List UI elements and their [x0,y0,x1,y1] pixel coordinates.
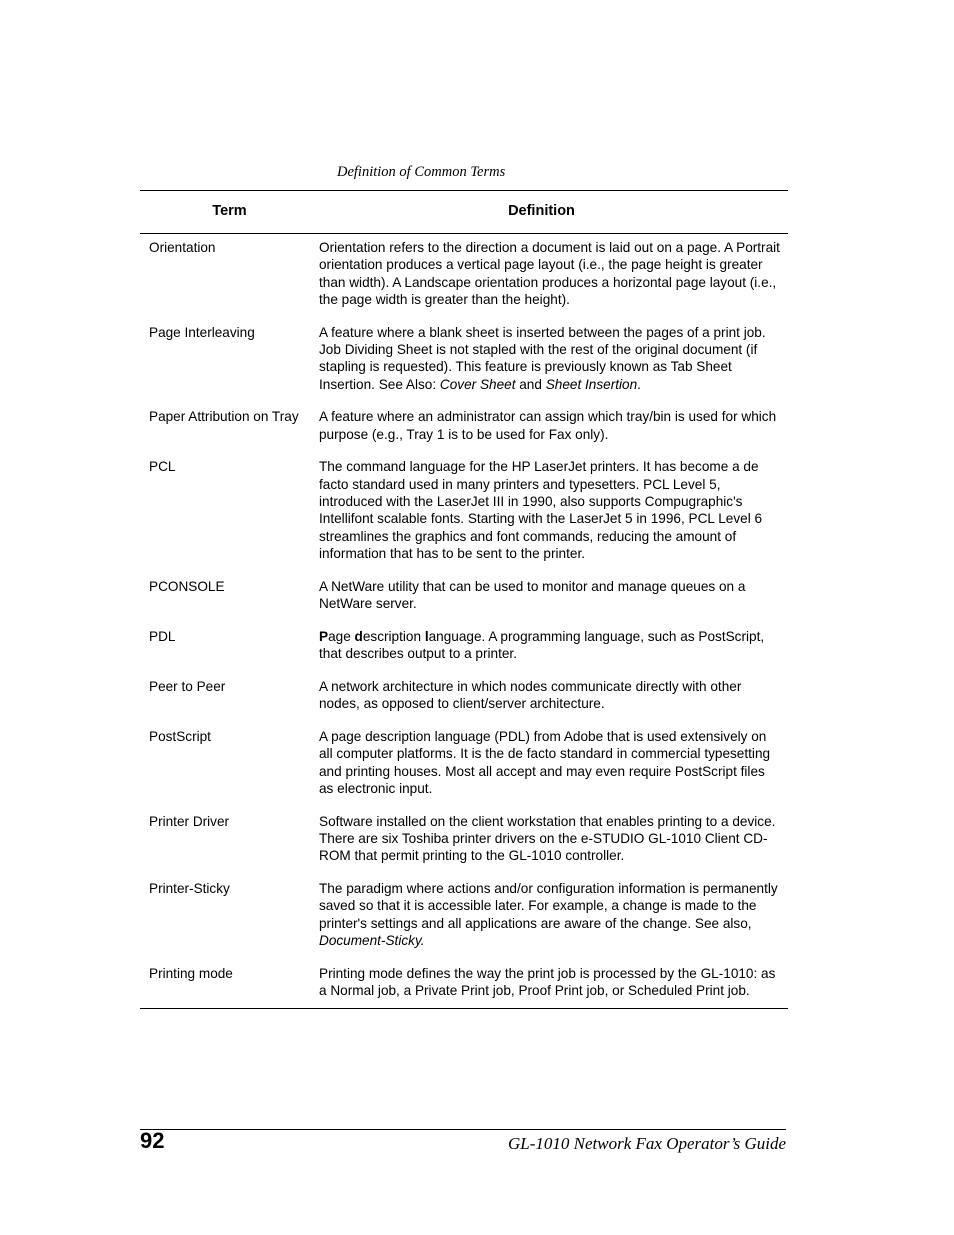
definition-text: A NetWare utility that can be used to monitor and manage queues on a NetWare server. [319,578,746,612]
definition-text: Cover Sheet [439,376,516,392]
table-header [140,191,788,234]
definition-cell [319,324,788,393]
definition-text: . [637,376,641,392]
term-cell: Peer to Peer [149,678,226,694]
table-row [140,628,788,663]
term-cell: Paper Attribution on Tray [149,409,299,425]
definition-text: l [424,628,429,644]
term-cell: PCL [149,459,176,475]
definition-cell [319,408,788,443]
definition-text: A feature where a blank sheet is inserted between the pages of a print job. Job Dividing Sheet is not stapled with the rest of the original document (if stapling is requested). This feature is previously known as Tab Sheet Insertion. See Also: [319,324,766,392]
definition-text: P [319,628,329,644]
definition-text: Printing mode defines the way the print job is processed by the GL-1010: as a Normal job, a Private Print job, Proof Print job, or Scheduled Print job. [319,965,776,999]
table-row [140,728,788,797]
table-caption: Definition of Common Terms [337,164,506,180]
term-cell: Orientation [149,240,216,255]
table-body [140,234,788,1008]
definition-text: The paradigm where actions and/or configuration information is permanently saved so that it is accessible later. For example, a change is made to the printer's settings and all applications are aware of the change. See also, [319,881,778,931]
definition-text: Software installed on the client workstation that enables printing to a device. There are six Toshiba printer drivers on the e-STUDIO GL-1010 Client CD-ROM that permit printing to the GL-1010 controller. [319,813,776,864]
definition-text: A feature where an administrator can assign which tray/bin is used for which purpose (e.g., Tray 1 is to be used for Fax only). [319,409,777,442]
header-term: Term [212,203,247,220]
guide-title: GL-1010 Network Fax Operator’s Guide [508,1134,786,1153]
table-row [140,965,788,1000]
table-row [140,239,788,308]
page-number: 92 [140,1128,165,1153]
table-row [140,324,788,393]
table-row [140,578,788,613]
definition-text: The command language for the HP LaserJet printers. It has become a de facto standard used in many printers and typesetters. PCL Level 5, introduced with the LaserJet III in 1990, also supports Compugraphic's Intellifont scalable fonts. Starting with the LaserJet 5 in 1996, PCL Level 6 streamlines the graphics and font commands, reducing the amount of information that has to be sent to the printer. [319,459,763,561]
definition-text: d [354,628,363,644]
table-row [140,880,788,949]
definition-cell [319,458,788,562]
table-row [140,408,788,443]
term-cell: Printer Driver [149,813,230,829]
definition-cell [319,728,788,797]
definition-cell [319,239,788,308]
definition-text: A page description language (PDL) from Adobe that is used extensively on all computer platforms. It is the de facto standard in commercial typesetting and printing houses. Most all accept and may even require PostScript files as electronic input. [319,729,771,796]
definition-text: Sheet Insertion [545,376,638,392]
definition-cell [319,880,788,949]
term-cell: Printer-Sticky [149,881,230,897]
definition-text: age [328,628,355,644]
table-row [140,813,788,865]
definition-text: escription [362,628,425,644]
definition-text: Document-Sticky. [319,933,425,948]
table-row [140,678,788,713]
term-cell: Page Interleaving [149,324,255,340]
terms-table [140,190,788,1009]
term-cell: PDL [149,628,176,644]
definition-cell [319,965,788,1000]
definition-text: A network architecture in which nodes communicate directly with other nodes, as opposed to client/server architecture. [319,678,742,712]
definition-text: Orientation refers to the direction a document is laid out on a page. A Portrait orientation produces a vertical page layout (i.e., the page height is greater than width). A Landscape orientation produces a horizontal page layout (i.e., the page width is greater than the height). [319,240,780,307]
table-row [140,458,788,562]
footer-rule [140,1129,786,1130]
definition-cell [319,813,788,865]
definition-text: and [515,376,546,392]
term-cell: PostScript [149,729,211,745]
definition-cell [319,628,788,663]
definition-cell [319,578,788,613]
definition-text: anguage. A programming language, such as PostScript, that describes output to a printer. [319,628,765,662]
term-cell: PCONSOLE [149,578,225,594]
header-definition: Definition [508,203,575,220]
definition-cell [319,678,788,713]
term-cell: Printing mode [149,965,233,981]
